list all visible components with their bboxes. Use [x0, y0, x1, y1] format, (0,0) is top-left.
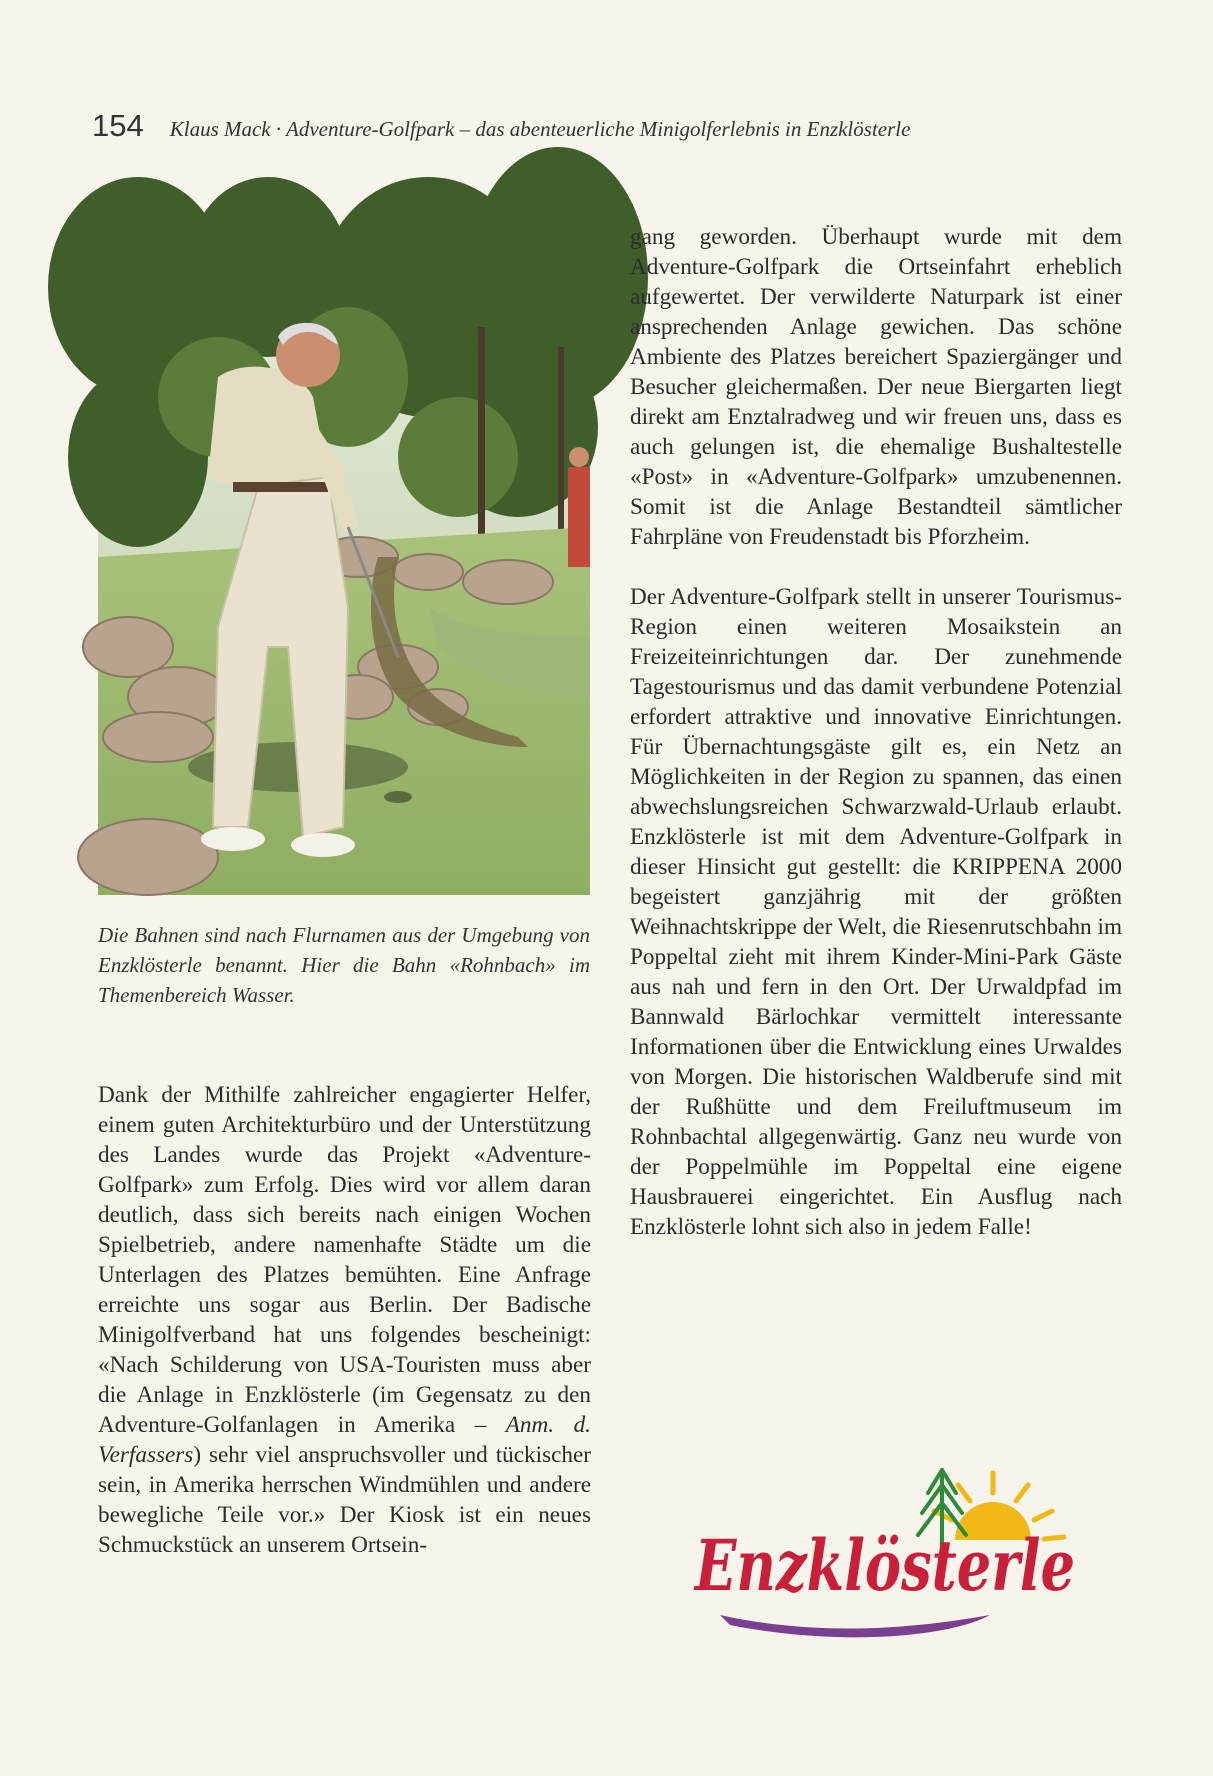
page-header	[92, 108, 1092, 144]
logo-wordmark: Enzklösterle	[693, 1524, 1075, 1607]
page-number: 154	[92, 108, 144, 143]
running-title: Klaus Mack · Adventure-Golfpark – das abenteuerliche Minigolferlebnis in Enzklösterle	[169, 117, 911, 141]
left-paragraph-1-part-2: ) sehr viel anspruchsvoller und tückischer sein, in Amerika herrschen Windmühlen und andere bewegliche Teile vor.» Der Kiosk ist ein neues Schmuckstück an unserem Ortsein-	[98, 1442, 591, 1558]
right-paragraph-1: gang geworden. Überhaupt wurde mit dem Adventure-Golfpark die Ortseinfahrt erheblich aufgewertet. Der verwilderte Naturpark ist einer ansprechenden Anlage gewichen. Das schöne Ambiente des Platzes bereichert Spaziergänger und Besucher gleichermaßen. Der neue Biergarten liegt direkt am Enztalradweg und wir freuen uns, dass es auch gelungen ist, die ehemalige Bushaltestelle «Post» in «Adventure-Golfpark» umzubenennen. Somit ist die Anlage Bestandteil sämtlicher Fahrpläne von Freudenstadt bis Pforzheim.	[630, 224, 1122, 550]
minigolf-photo-illustration	[98, 227, 590, 895]
left-paragraph-1-part-1: Dank der Mithilfe zahlreicher engagierter Helfer, einem guten Architekturbüro und der Unterstützung des Landes wurde das Projekt «Adventure-Golfpark» zum Erfolg. Dies wird vor allem daran deutlich, dass sich bereits nach einigen Wochen Spielbetrieb, andere namenhafte Städte um die Unterlagen des Platzes bemühten. Eine Anfrage erreichte uns sogar aus Berlin. Der Badische Minigolfverband hat uns folgendes bescheinigt: «Nach Schilderung von USA-Touristen muss aber die Anlage in Enzklösterle (im Gegensatz zu den Adventure-Golfanlagen in Amerika –	[98, 1082, 591, 1438]
left-paragraph-1	[98, 1080, 591, 1560]
figure-caption: Die Bahnen sind nach Flurnamen aus der Umgebung von Enzklösterle benannt. Hier die Bahn «Rohnbach» im Themenbereich Wasser.	[98, 923, 590, 1007]
right-column	[630, 222, 1122, 1242]
editor-note: Anm. d. Verfassers	[98, 1412, 591, 1468]
left-column	[98, 1080, 591, 1560]
enzkloesterle-logo	[690, 1465, 1090, 1650]
minigolf-photo	[98, 227, 590, 895]
right-paragraph-2: Der Adventure-Golfpark stellt in unserer Tourismus-Region einen weiteren Mosaikstein an Freizeiteinrichtungen dar. Der zunehmende Tagestourismus und das damit verbundene Potenzial erfordert attraktive und innovative Einrichtungen. Für Übernachtungsgäste gilt es, ein Netz an Möglichkeiten in der Region zu spannen, das einen abwechslungsreichen Schwarzwald-Urlaub erlaubt. Enzklösterle ist mit dem Adventure-Golfpark in dieser Hinsicht gut gestellt: die KRIPPENA 2000 begeistert ganzjährig mit der größten Weihnachtskrippe der Welt, die Riesenrutschbahn im Poppeltal zieht mit ihrem Kinder-Mini-Park Gäste aus nah und fern in den Ort. Der Urwaldpfad im Bannwald Bärlochkar vermittelt interessante Informationen über die Entwicklung eines Urwaldes von Morgen. Die historischen Waldberufe sind mit der Rußhütte und dem Freiluftmuseum im Rohnbachtal allgegenwärtig. Ganz neu wurde von der Poppelmühle im Poppeltal eine eigene Hausbrauerei eingerichtet. Ein Ausflug nach Enzklösterle lohnt sich also in jedem Falle!	[630, 584, 1122, 1240]
enzkloesterle-logo-graphic	[690, 1465, 1090, 1650]
logo-swoosh	[720, 1615, 990, 1637]
